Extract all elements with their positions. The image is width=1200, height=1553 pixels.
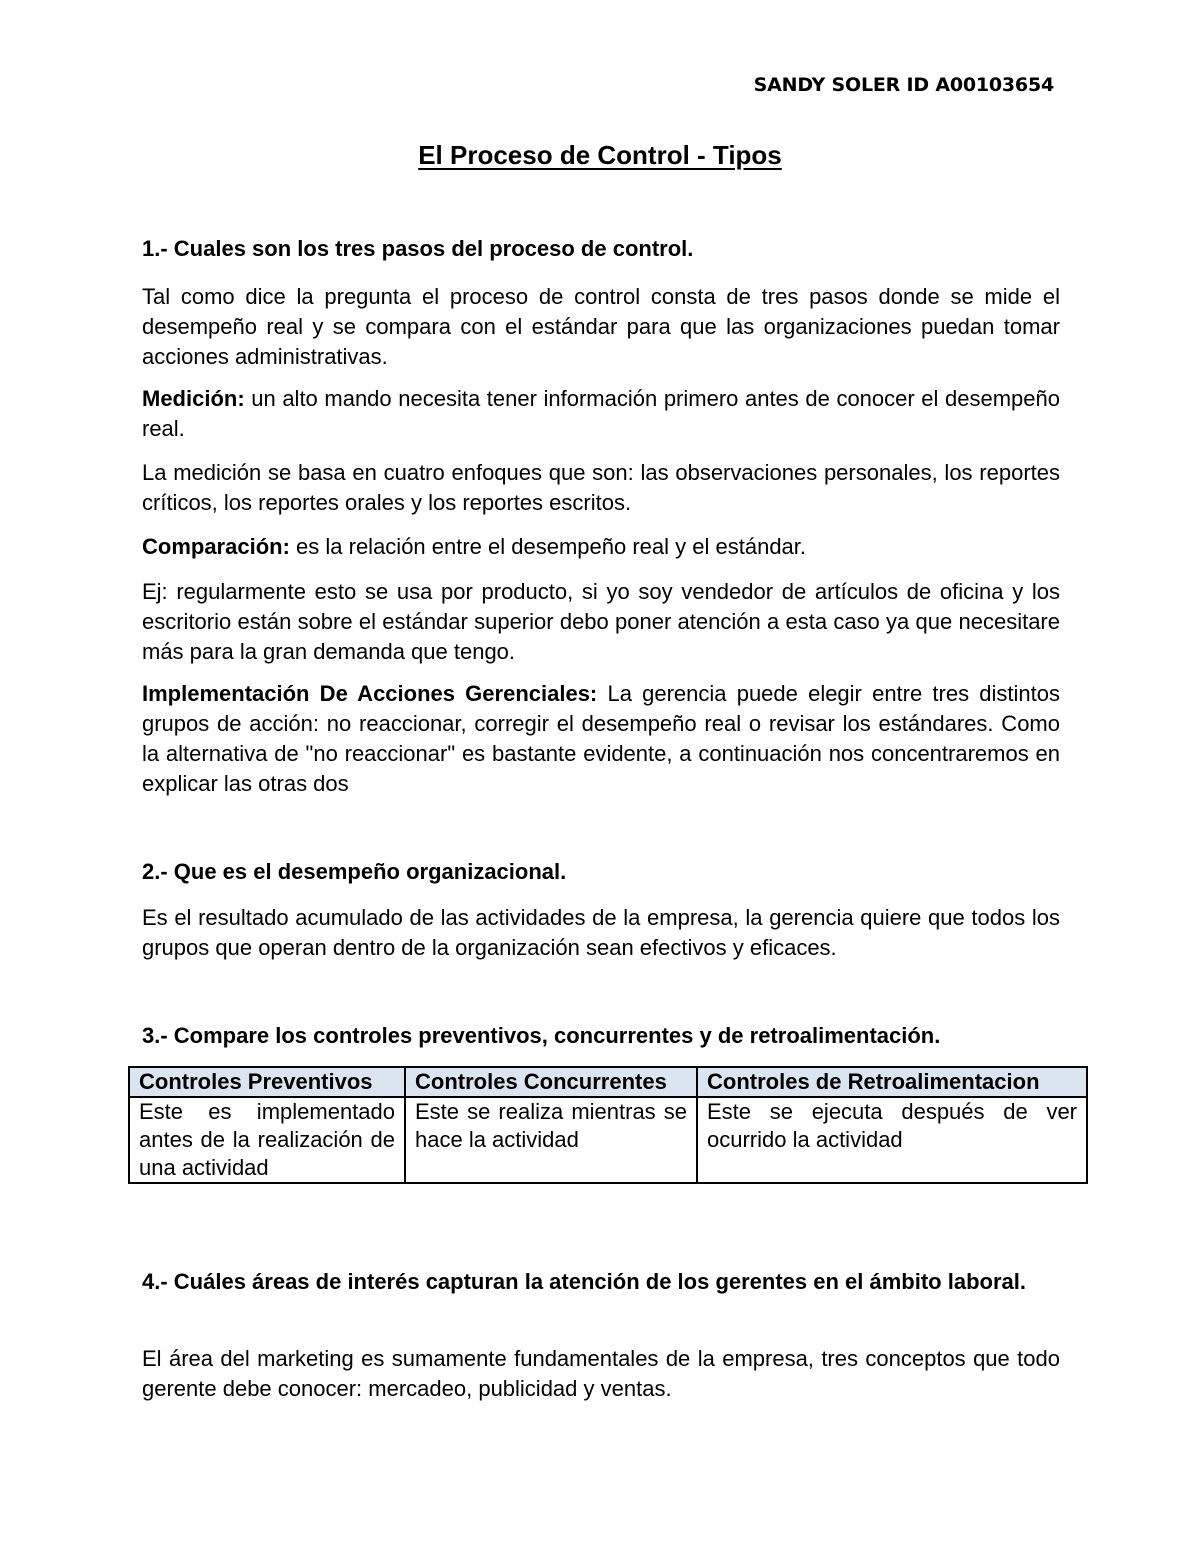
table-header-preventivos: Controles Preventivos	[129, 1067, 405, 1097]
question-1-heading: 1.- Cuales son los tres pasos del proceso de control.	[142, 236, 694, 261]
controls-comparison-table	[128, 1066, 1088, 1184]
table-cell-retroalimentacion: Este se ejecuta después de ver ocurrido la actividad	[697, 1097, 1087, 1183]
medicion-text: un alto mando necesita tener información primero antes de conocer el desempeño real.	[142, 386, 1060, 441]
comparacion-text: es la relación entre el desempeño real y el estándar.	[289, 534, 807, 559]
author-id-header: SANDY SOLER ID A00103654	[753, 74, 1054, 96]
document-title-text: El Proceso de Control - Tipos	[418, 140, 782, 170]
medicion-enfoques-paragraph: La medición se basa en cuatro enfoques que son: las observaciones personales, los reportes críticos, los reportes orales y los reportes escritos.	[142, 460, 1060, 515]
table-cell-concurrentes: Este se realiza mientras se hace la actividad	[405, 1097, 697, 1183]
question-2-heading: 2.- Que es el desempeño organizacional.	[142, 859, 567, 884]
medicion-paragraph	[142, 384, 1060, 444]
implementacion-label: Implementación De Acciones Gerenciales:	[142, 681, 598, 706]
ejemplo-paragraph: Ej: regularmente esto se usa por producto, si yo soy vendedor de artículos de oficina y los escritorio están sobre el estándar superior debo poner atención a esta caso ya que necesitare más para la gran demanda que tengo.	[142, 579, 1060, 664]
document-title	[0, 140, 1200, 171]
question-3-heading: 3.- Compare los controles preventivos, concurrentes y de retroalimentación.	[142, 1023, 941, 1048]
table-header-retroalimentacion: Controles de Retroalimentacion	[697, 1067, 1087, 1097]
question-4-heading: 4.- Cuáles áreas de interés capturan la atención de los gerentes en el ámbito laboral.	[142, 1269, 1026, 1294]
table-header-concurrentes: Controles Concurrentes	[405, 1067, 697, 1097]
table-row	[129, 1097, 1087, 1183]
question-4-answer: El área del marketing es sumamente fundamentales de la empresa, tres conceptos que todo gerente debe conocer: mercadeo, publicidad y ventas.	[142, 1346, 1060, 1401]
medicion-label: Medición:	[142, 386, 245, 411]
table-header-row	[129, 1067, 1087, 1097]
question-2-answer: Es el resultado acumulado de las actividades de la empresa, la gerencia quiere que todos los grupos que operan dentro de la organización sean efectivos y eficaces.	[142, 905, 1060, 960]
question-1-intro: Tal como dice la pregunta el proceso de control consta de tres pasos donde se mide el desempeño real y se compara con el estándar para que las organizaciones puedan tomar acciones administrativas.	[142, 284, 1060, 369]
comparacion-paragraph	[142, 532, 1060, 562]
comparacion-label: Comparación:	[142, 534, 290, 559]
table-cell-preventivos: Este es implementado antes de la realización de una actividad	[129, 1097, 405, 1183]
implementacion-text: La gerencia puede elegir entre tres distintos grupos de acción: no reaccionar, corregir el desempeño real o revisar los estándares. Como la alternativa de "no reaccionar" es bastante evidente, a continuación nos concentraremos en explicar las otras dos	[142, 681, 1060, 796]
implementacion-paragraph	[142, 679, 1060, 799]
